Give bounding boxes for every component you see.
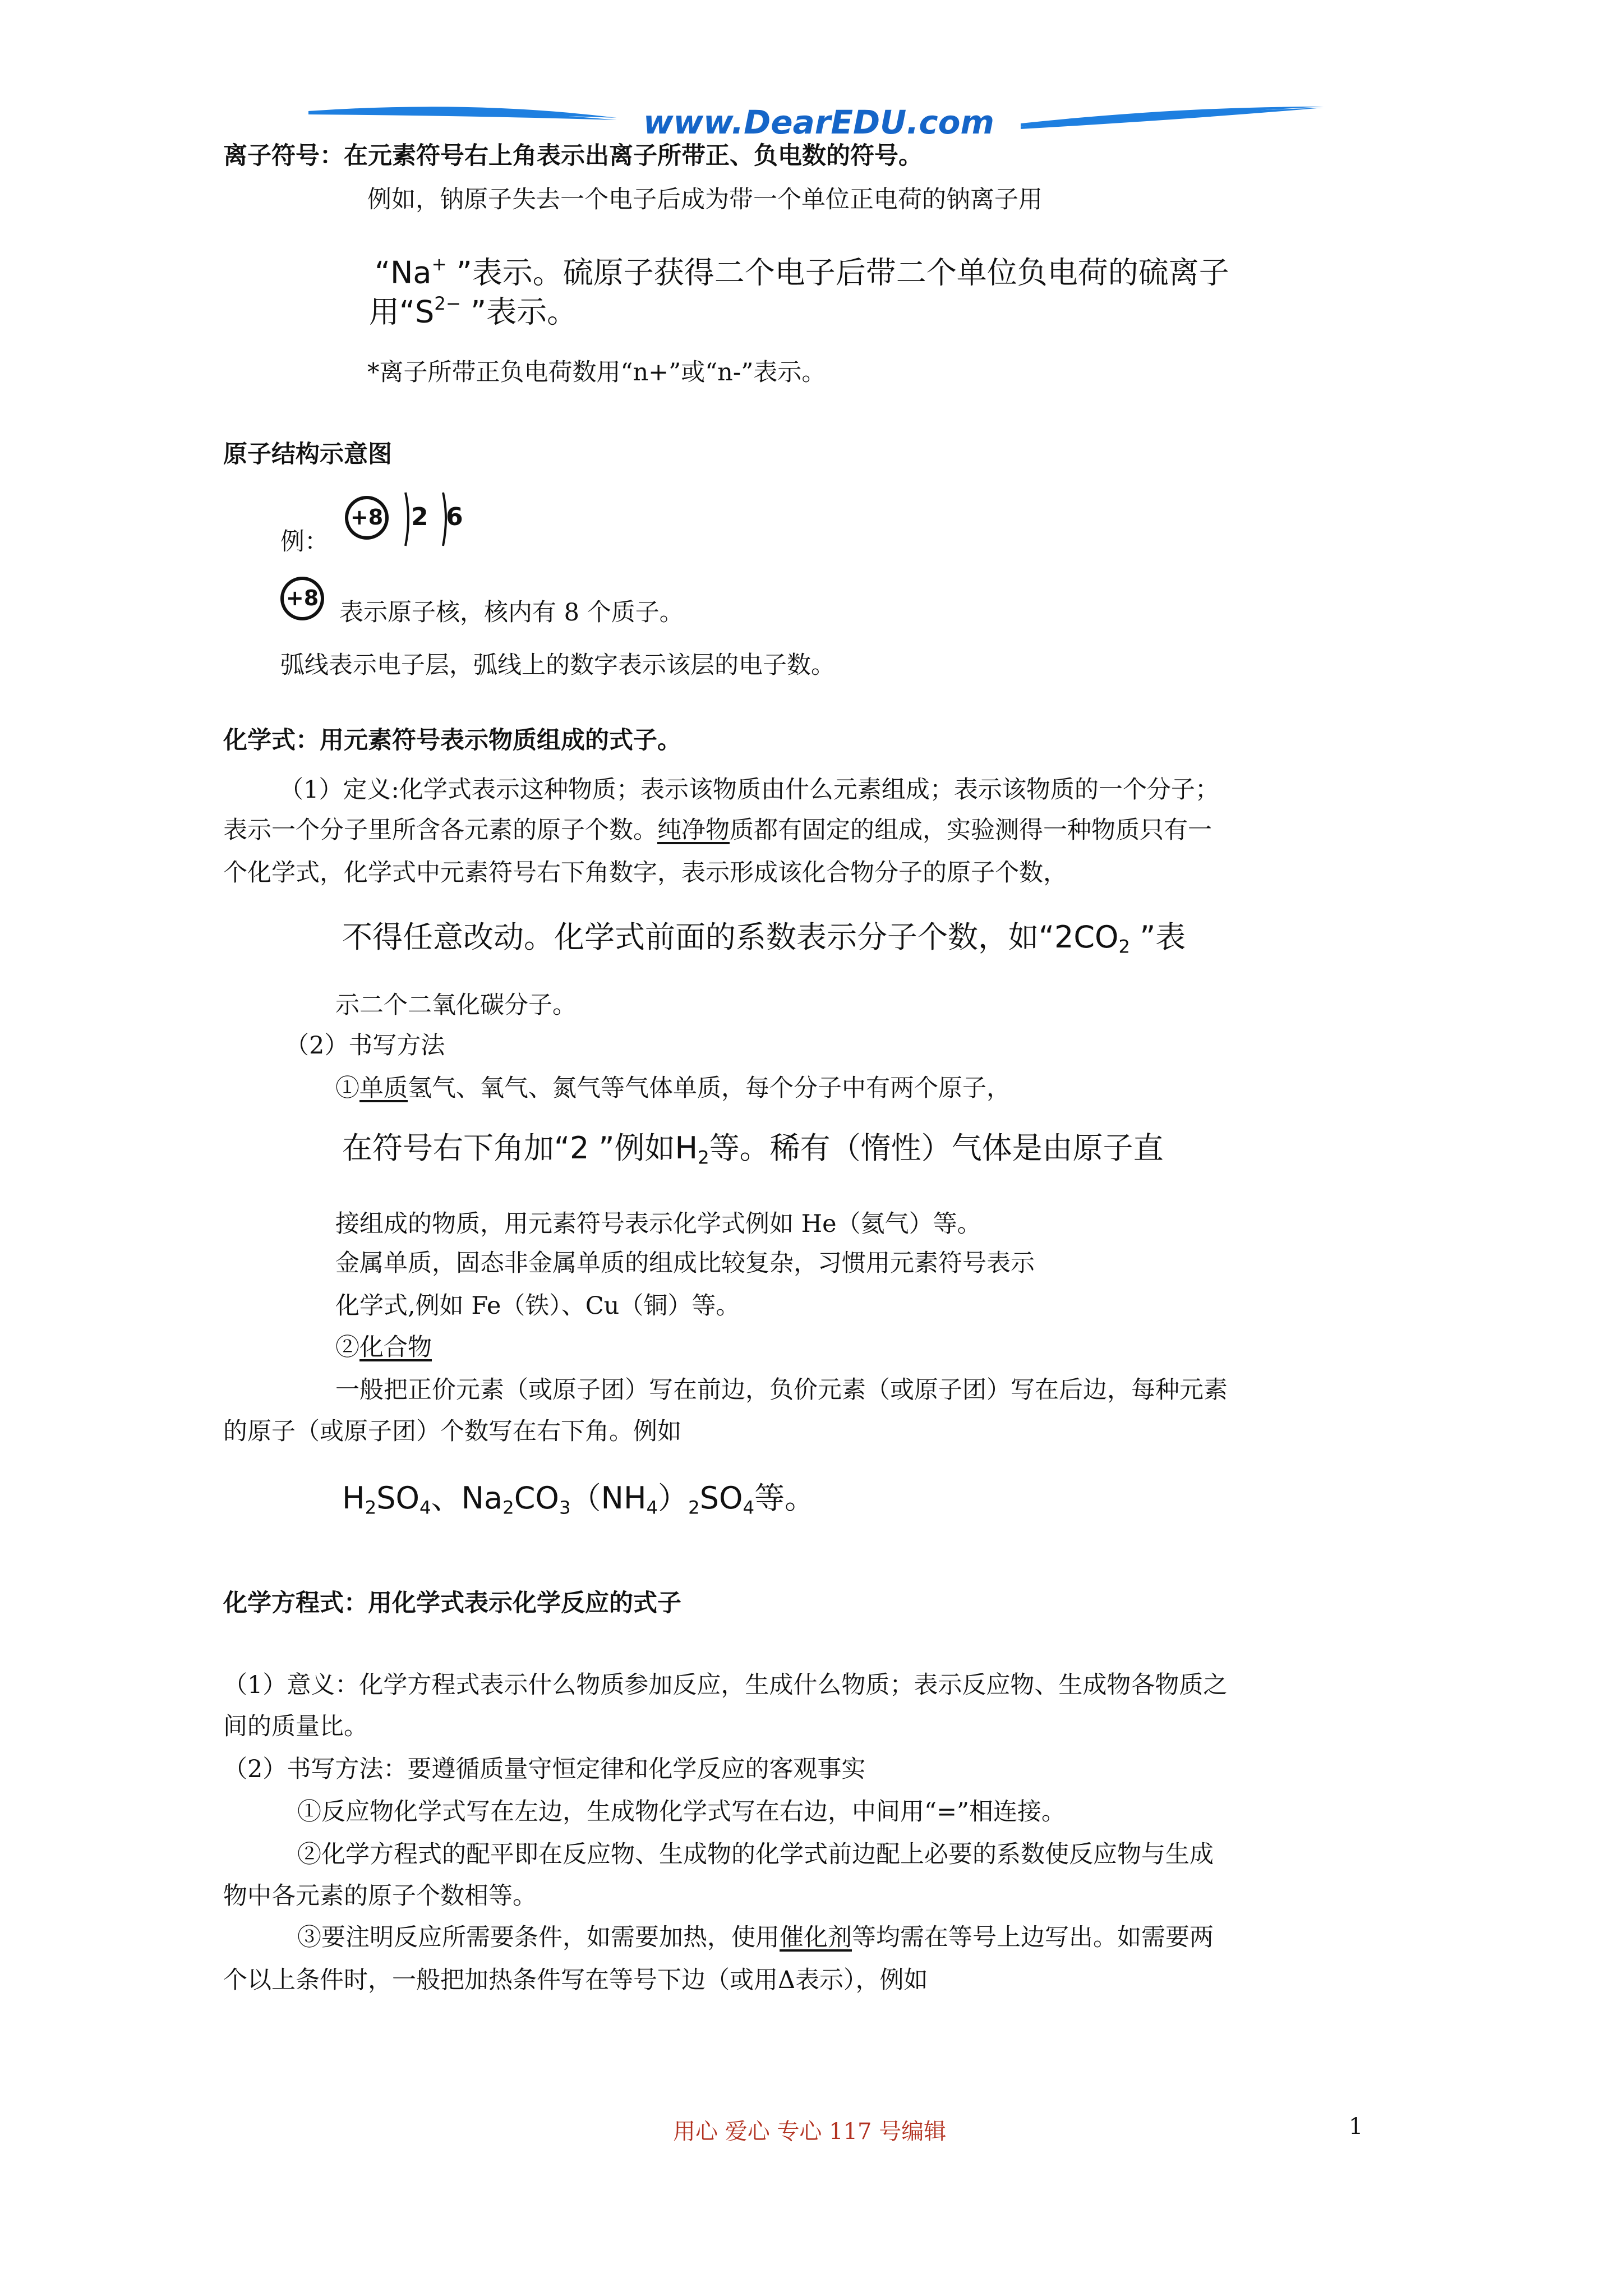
method-title: （2）书写方法 xyxy=(285,1032,445,1060)
shell2-count: 6 xyxy=(446,503,463,531)
shell1-count: 2 xyxy=(411,503,428,531)
pure-substance-link[interactable]: 纯净物 xyxy=(657,816,730,844)
ion-na-pre: “Na xyxy=(375,255,432,291)
item1-line: ①单质氢气、氧气、氮气等气体单质，每个分子中有两个原子， xyxy=(335,1074,1011,1102)
formula-line-b: 金属单质，固态非金属单质的组成比较复杂，习惯用元素符号表示 xyxy=(335,1249,1035,1277)
ion-image-line2 xyxy=(369,284,577,332)
equation-rule2a: ②化学方程式的配平即在反应物、生成物的化学式前边配上必要的系数使反应物与生成 xyxy=(297,1841,1214,1869)
ion-na-charge: + xyxy=(431,254,447,275)
catalyst-link[interactable]: 催化剂 xyxy=(780,1924,852,1952)
atom-example-label: 例： xyxy=(280,528,329,556)
equation-meaning-line2: 间的质量比。 xyxy=(223,1713,368,1741)
equation-rule1: ①反应物化学式写在左边，生成物化学式写在右边，中间用“=”相连接。 xyxy=(297,1798,1066,1826)
element-substance-link[interactable]: 单质 xyxy=(359,1074,408,1102)
formula-def-line2: 表示一个分子里所含各元素的原子个数。纯净物质都有固定的组成，实验测得一种物质只有一 xyxy=(223,816,1212,844)
ion-s-post: ”表示。 xyxy=(461,294,578,330)
formula-def-line3: 个化学式，化学式中元素符号右下角数字，表示形成该化合物分子的原子个数， xyxy=(223,859,1067,887)
arc-description: 弧线表示电子层，弧线上的数字表示该层的电子数。 xyxy=(280,651,835,679)
formula-image-line: 不得任意改动。化学式前面的系数表示分子个数，如“$2CO_2$ ”表 xyxy=(342,919,1186,958)
formula-line-c: 化学式,例如 Fe（铁）、Cu（铜）等。 xyxy=(335,1292,740,1320)
compound-line2: 的原子（或原子团）个数写在右下角。例如 xyxy=(223,1418,681,1446)
equation-rule3a: ③要注明反应所需要条件，如需要加热，使用催化剂等均需在等号上边写出。如需要两 xyxy=(297,1924,1214,1952)
footer-text: 用心 爱心 专心 117 号编辑 xyxy=(673,2119,947,2145)
nucleus-description: 表示原子核，核内有 8 个质子。 xyxy=(339,599,684,627)
ion-line1: 例如，钠原子失去一个电子后成为带一个单位正电荷的钠离子用 xyxy=(367,186,1043,214)
ion-note: *离子所带正负电荷数用“n+”或“n-”表示。 xyxy=(367,358,826,386)
equation-rule3b: 个以上条件时，一般把加热条件写在等号下边（或用Δ表示），例如 xyxy=(223,1966,928,1994)
compound-line1: 一般把正价元素（或原子团）写在前边，负价元素（或原子团）写在后边，每种元素 xyxy=(335,1376,1228,1404)
ion-s-charge: 2− xyxy=(434,293,462,314)
ion-heading: 离子符号：在元素符号右上角表示出离子所带正、负电数的符号。 xyxy=(223,142,923,170)
formula-heading: 化学式：用元素符号表示物质组成的式子。 xyxy=(223,726,681,754)
nucleus-symbol: +8 xyxy=(280,577,324,620)
formula-def-line1: （1）定义:化学式表示这种物质；表示该物质由什么元素组成；表示该物质的一个分子； xyxy=(279,776,1219,804)
formula-after-image: 示二个二氧化碳分子。 xyxy=(335,991,577,1019)
compound-examples: $H_2SO_4$、$Na_2CO_3(NH_4)_2SO_4$等。 xyxy=(342,1480,815,1519)
ion-na-post: ”表示。硫原子获得二个电子后带二个单位负电荷的硫离子 xyxy=(446,255,1229,291)
site-url[interactable]: www.DearEDU.com xyxy=(643,103,994,141)
page-number: 1 xyxy=(1349,2114,1363,2139)
equation-writing-title: （2）书写方法：要遵循质量守恒定律和化学反应的客观事实 xyxy=(223,1755,866,1783)
atom-diagram xyxy=(345,487,468,554)
header-banner xyxy=(303,95,1329,146)
equation-meaning-line1: （1）意义：化学方程式表示什么物质参加反应，生成什么物质；表示反应物、生成物各物质之 xyxy=(223,1671,1228,1699)
compound-link[interactable]: 化合物 xyxy=(359,1333,432,1361)
equation-heading: 化学方程式：用化学式表示化学反应的式子 xyxy=(223,1589,681,1617)
atom-heading: 原子结构示意图 xyxy=(223,440,392,468)
nucleus-circle: +8 xyxy=(345,496,389,540)
formula-line-a: 接组成的物质，用元素符号表示化学式例如 He（氦气）等。 xyxy=(335,1210,981,1238)
ion-s-pre: 用“S xyxy=(369,294,435,330)
equation-rule2b: 物中各元素的原子个数相等。 xyxy=(223,1882,537,1910)
item2-line: ②化合物 xyxy=(335,1333,432,1361)
formula-image-line2: 在符号右下角加“2 ”例如$H_2$等。稀有（惰性）气体是由原子直 xyxy=(342,1130,1164,1168)
